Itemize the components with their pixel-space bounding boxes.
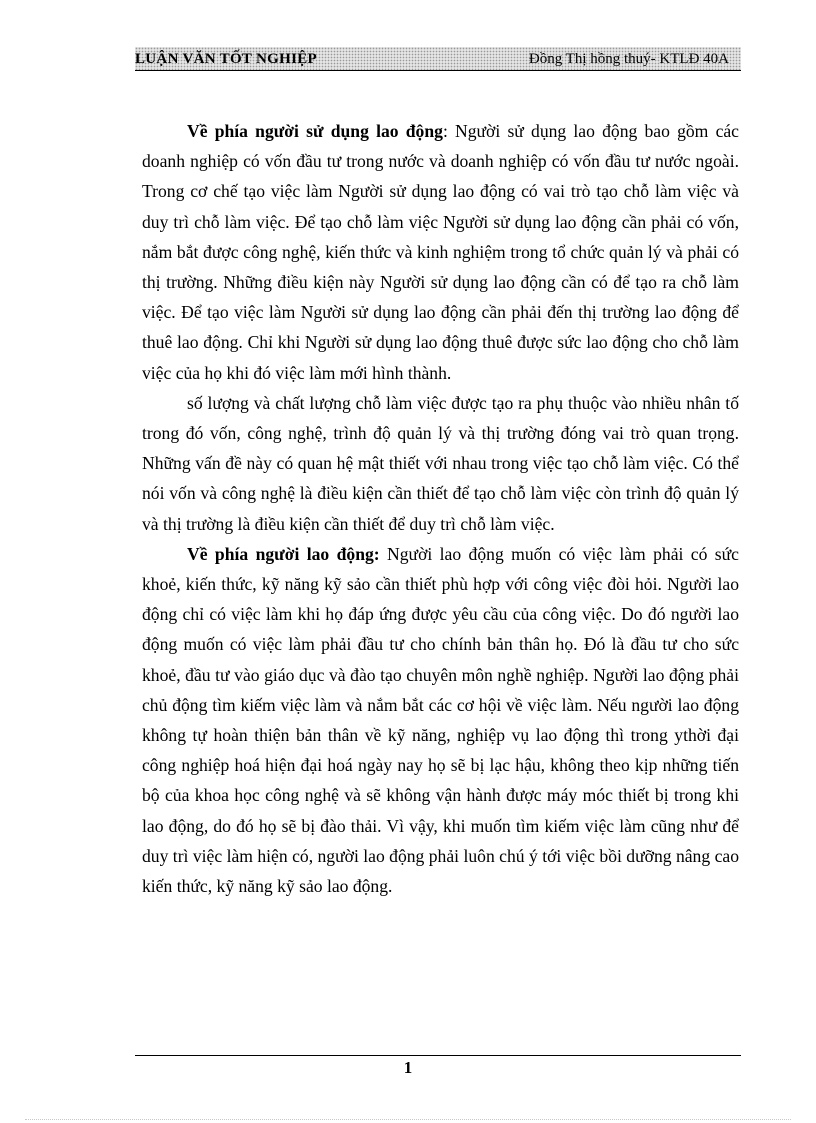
page-number: 1 [403,1058,413,1077]
paragraph-worker-heading: Về phía người lao động: [187,543,380,564]
paragraph-worker-text: Người lao động muốn có việc làm phải có sức khoẻ, kiến thức, kỹ năng kỹ sảo cần thiết phù hợp với công việc đòi hỏi. Người lao động chỉ có việc làm khi họ đáp ứng được yêu cầu của công việc. Do đó người lao động muốn có việc làm phải đầu tư cho chính bản thân họ. Đó là đầu tư cho sức khoẻ, đầu tư vào giáo dục và đào tạo chuyên môn nghề nghiệp. Người lao động phải chủ động tìm kiếm việc làm và nắm bắt các cơ hội về việc làm. Nếu người lao động không tự hoàn thiện bản thân về kỹ năng, nghiệp vụ lao động thì trong ythời đại công nghiệp hoá hiện đại hoá ngày nay họ sẽ bị lạc hậu, không theo kịp những tiến bộ của khoa học công nghệ và sẽ không vận hành được máy móc thiết bị trong khi lao động, do đó họ sẽ bị đào thải. Vì vậy, khi muốn tìm kiếm việc làm cũng như để duy trì việc làm hiện có, người lao động phải luôn chú ý tới việc bồi dưỡng nâng cao kiến thức, kỹ năng kỹ sảo lao động. [142,543,739,897]
page-header [135,47,741,71]
paragraph-worker [142,539,739,901]
body-text [142,116,739,901]
footer-divider [135,1055,741,1056]
paragraph-workplace-quality [142,388,739,539]
paragraph-employer-heading: Về phía người sử dụng lao động [187,121,443,141]
document-type-label: LUẬN VĂN TỐT NGHIỆP [135,51,317,67]
paragraph-workplace-quality-text: số lượng và chất lượng chỗ làm việc được tạo ra phụ thuộc vào nhiều nhân tố trong đó vốn, công nghệ, trình độ quản lý và thị trường đóng vai trò quan trọng. Những vấn đề này có quan hệ mật thiết với nhau trong việc tạo chỗ làm việc. Có thể nói vốn và công nghệ là điều kiện cần thiết để tạo chỗ làm việc còn trình độ quản lý và thị trường là điều kiện cần thiết để duy trì chỗ làm việc. [142,392,739,534]
page-bottom-edge [25,1119,791,1120]
paragraph-employer-text: : Người sử dụng lao động bao gồm các doanh nghiệp có vốn đầu tư trong nước và doanh nghiệp có vốn đầu tư nước ngoài. Trong cơ chế tạo việc làm Người sử dụng lao động có vai trò tạo chỗ làm việc và duy trì chỗ làm việc. Để tạo chỗ làm việc Người sử dụng lao động cần phải có vốn, nắm bắt được công nghệ, kiến thức và kinh nghiệm trong tổ chức quản lý và phải có thị trường. Những điều kiện này Người sử dụng lao động cần có để tạo ra chỗ làm việc. Để tạo việc làm Người sử dụng lao động cần phải đến thị trường lao động để thuê lao động. Chỉ khi Người sử dụng lao động thuê được sức lao động cho chỗ làm việc của họ khi đó việc làm mới hình thành. [142,121,739,383]
author-class-label: Đồng Thị hồng thuý- KTLĐ 40A [528,51,729,67]
paragraph-employer [142,116,739,388]
